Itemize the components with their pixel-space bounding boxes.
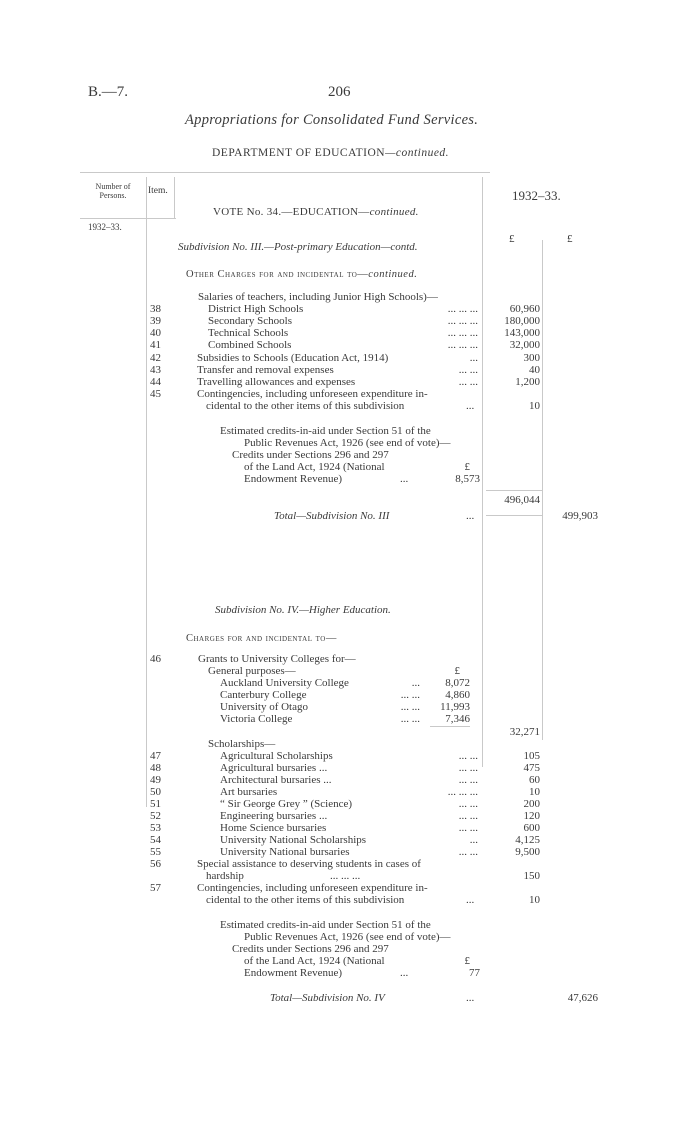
amount-value: 4,125 <box>515 834 540 846</box>
contingencies-line-1: Contingencies, including unforeseen expenditure in- <box>197 388 428 400</box>
dots-leader: ... <box>411 677 420 689</box>
total-amount: 499,903 <box>562 510 598 522</box>
pound-sign-col1: £ <box>509 233 515 245</box>
credits-line-5: Endowment Revenue) <box>244 967 343 979</box>
item-number: 49 <box>150 774 161 786</box>
amount-value: 600 <box>523 822 540 834</box>
line-item-label: Technical Schools <box>208 327 289 339</box>
dots-leader: ... ... <box>400 701 420 713</box>
page-title: Appropriations for Consolidated Fund Services. <box>185 112 479 128</box>
vote-title: VOTE No. 34.—EDUCATION—continued. <box>213 206 419 218</box>
item-number: 51 <box>150 798 161 810</box>
item-number: 41 <box>150 339 161 351</box>
dots-leader: ... ... <box>458 822 478 834</box>
subtotal-rule <box>486 490 542 491</box>
year-column-header: 1932–33. <box>512 188 561 203</box>
report-reference: B.—7. <box>88 84 129 100</box>
grants-subtotal-rule <box>430 726 470 727</box>
amount-value: 200 <box>523 798 540 810</box>
line-item-label: District High Schools <box>208 303 304 315</box>
pound-sign: £ <box>454 665 460 677</box>
total-amount: 47,626 <box>567 992 598 1004</box>
dots-leader: ... ... <box>400 713 420 725</box>
amount-value: 10 <box>529 894 540 906</box>
college-amount: 8,072 <box>445 677 470 689</box>
item-number: 43 <box>150 364 161 376</box>
credits-line-2: Public Revenues Act, 1926 (see end of vote)— <box>244 931 451 943</box>
credits-line-3: Credits under Sections 296 and 297 <box>232 449 389 461</box>
dots-leader: ... ... <box>458 810 478 822</box>
dots-leader: ... <box>466 894 475 906</box>
item-column-header: Item. <box>148 186 168 196</box>
dots-leader: ... ... ... <box>447 303 478 315</box>
dots-leader: ... <box>469 352 478 364</box>
dots-leader: ... ... ... <box>330 870 361 882</box>
item-number: 50 <box>150 786 161 798</box>
college-name: Victoria College <box>220 713 293 725</box>
dots-leader: ... ... <box>458 798 478 810</box>
line-item-label: University National bursaries <box>220 846 350 858</box>
credits-amount: 77 <box>469 967 480 979</box>
subdivision-iii-charges-heading: Other Charges for and incidental to—continued. <box>186 269 418 280</box>
dots-leader: ... ... <box>458 846 478 858</box>
amount-value: 120 <box>523 810 540 822</box>
dots-leader: ... ... <box>400 689 420 701</box>
dots-leader: ... ... <box>458 774 478 786</box>
special-assistance-line-1: Special assistance to deserving students in cases of <box>197 858 421 870</box>
item-number: 48 <box>150 762 161 774</box>
department-heading: DEPARTMENT OF EDUCATION—continued. <box>212 147 450 159</box>
item-number: 57 <box>150 882 161 894</box>
dots-leader: ... ... ... <box>447 315 478 327</box>
grants-total: 32,271 <box>509 726 540 738</box>
amount2-column-rule <box>542 240 543 740</box>
item-number: 39 <box>150 315 161 327</box>
grants-heading: Grants to University Colleges for— <box>198 653 356 665</box>
total-label: Total—Subdivision No. IV <box>270 992 385 1004</box>
college-amount: 11,993 <box>440 701 470 713</box>
credits-line-5: Endowment Revenue) <box>244 473 343 485</box>
amount-value: 10 <box>529 786 540 798</box>
subdivision-iv-heading: Subdivision No. IV.—Higher Education. <box>215 604 391 616</box>
persons-column-rule <box>146 177 147 807</box>
credits-amount: 8,573 <box>455 473 480 485</box>
dots-leader: ... ... <box>458 762 478 774</box>
line-item-label: University National Scholarships <box>220 834 367 846</box>
amount-value: 1,200 <box>515 376 540 388</box>
contingencies-line-2: cidental to the other items of this subdivision <box>206 894 405 906</box>
line-item-label: Subsidies to Schools (Education Act, 1914) <box>197 352 389 364</box>
line-item-label: Combined Schools <box>208 339 292 351</box>
item-number: 56 <box>150 858 161 870</box>
amount-value: 32,000 <box>509 339 540 351</box>
amount-value: 105 <box>523 750 540 762</box>
credits-line-4: of the Land Act, 1924 (National <box>244 955 385 967</box>
line-item-label: Agricultural Scholarships <box>220 750 333 762</box>
amount-value: 150 <box>523 870 540 882</box>
persons-year-label: 1932–33. <box>88 222 122 232</box>
contingencies-line-1: Contingencies, including unforeseen expenditure in- <box>197 882 428 894</box>
page-number: 206 <box>328 84 351 100</box>
credits-line-3: Credits under Sections 296 and 297 <box>232 943 389 955</box>
dots-leader: ... <box>466 992 475 1004</box>
special-assistance-line-2: hardship <box>206 870 244 882</box>
line-item-label: Secondary Schools <box>208 315 293 327</box>
line-item-label: “ Sir George Grey ” (Science) <box>220 798 353 810</box>
college-name: University of Otago <box>220 701 308 713</box>
college-name: Canterbury College <box>220 689 307 701</box>
amount-value: 60,960 <box>509 303 540 315</box>
amount-value: 475 <box>523 762 540 774</box>
amount-value: 40 <box>529 364 540 376</box>
amount1-column-rule <box>482 177 483 767</box>
dots-leader: ... ... <box>458 364 478 376</box>
subtotal-amount: 496,044 <box>504 494 540 506</box>
credits-pound-sign: £ <box>464 955 470 967</box>
scholarships-heading: Scholarships— <box>208 738 276 750</box>
item-number: 52 <box>150 810 161 822</box>
item-number: 44 <box>150 376 161 388</box>
credits-line-2: Public Revenues Act, 1926 (see end of vote)— <box>244 437 451 449</box>
credits-line-1: Estimated credits-in-aid under Section 51 of the <box>220 425 431 437</box>
header-bottom-rule <box>80 218 176 219</box>
item-number: 40 <box>150 327 161 339</box>
dots-leader: ... <box>400 967 409 979</box>
line-item-label: Home Science bursaries <box>220 822 327 834</box>
dots-leader: ... ... ... <box>447 339 478 351</box>
total-label: Total—Subdivision No. III <box>274 510 390 522</box>
subdivision-iii-heading: Subdivision No. III.—Post-primary Education—contd. <box>178 241 418 253</box>
amount-value: 143,000 <box>504 327 540 339</box>
credits-line-4: of the Land Act, 1924 (National <box>244 461 385 473</box>
line-item-label: Travelling allowances and expenses <box>197 376 356 388</box>
dots-leader: ... <box>400 473 409 485</box>
total-rule <box>486 515 542 516</box>
college-amount: 7,346 <box>445 713 470 725</box>
credits-pound-sign: £ <box>464 461 470 473</box>
table-top-rule <box>80 172 490 173</box>
line-item-label: Architectural bursaries ... <box>220 774 332 786</box>
college-amount: 4,860 <box>445 689 470 701</box>
dots-leader: ... <box>469 834 478 846</box>
item-number: 53 <box>150 822 161 834</box>
item-number: 42 <box>150 352 161 364</box>
item-number: 45 <box>150 388 161 400</box>
contingencies-line-2: cidental to the other items of this subdivision <box>206 400 405 412</box>
amount-value: 180,000 <box>504 315 540 327</box>
subdivision-iv-charges-heading: Charges for and incidental to— <box>186 633 337 644</box>
credits-line-1: Estimated credits-in-aid under Section 51 of the <box>220 919 431 931</box>
dots-leader: ... ... ... <box>447 327 478 339</box>
line-item-label: Engineering bursaries ... <box>220 810 328 822</box>
line-item-label: Agricultural bursaries ... <box>220 762 328 774</box>
amount-value: 60 <box>529 774 540 786</box>
pound-sign-col2: £ <box>567 233 573 245</box>
amount-value: 300 <box>523 352 540 364</box>
persons-column-header: Number of Persons. <box>95 182 131 200</box>
salaries-heading: Salaries of teachers, including Junior High Schools)— <box>198 291 438 303</box>
college-name: Auckland University College <box>220 677 349 689</box>
dots-leader: ... <box>466 400 475 412</box>
dots-leader: ... ... ... <box>447 786 478 798</box>
amount-value: 9,500 <box>515 846 540 858</box>
line-item-label: Art bursaries <box>220 786 278 798</box>
item-number: 47 <box>150 750 161 762</box>
item-number: 38 <box>150 303 161 315</box>
item-number: 54 <box>150 834 161 846</box>
amount-value: 10 <box>529 400 540 412</box>
general-purposes-heading: General purposes— <box>208 665 296 677</box>
item-number: 55 <box>150 846 161 858</box>
item-number: 46 <box>150 653 161 665</box>
line-item-label: Transfer and removal expenses <box>197 364 334 376</box>
item-column-rule <box>174 177 175 219</box>
dots-leader: ... ... <box>458 750 478 762</box>
dots-leader: ... ... <box>458 376 478 388</box>
dots-leader: ... <box>466 510 475 522</box>
